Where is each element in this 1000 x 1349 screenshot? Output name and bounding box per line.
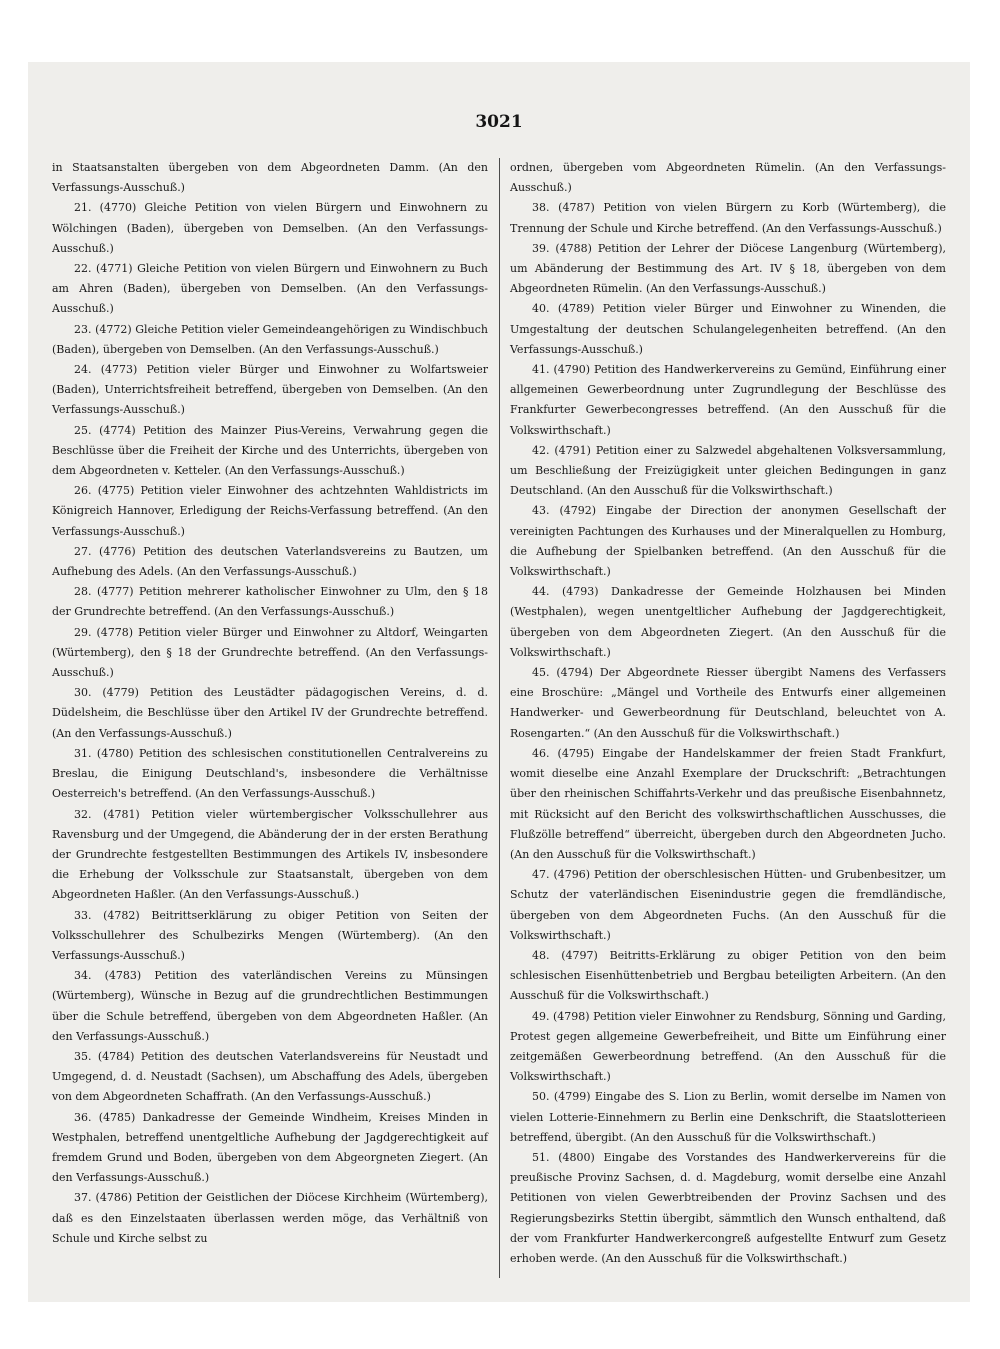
petition-entry: 32. (4781) Petition vieler würtembergischer Volksschullehrer aus Ravensburg und der Umgegend, die Abänderung der in der ersten Berathung der Grundrechte festgestellten Bestimmungen des Artikels IV, insbesondere die Erhebung der Volksschule zur Staatsanstalt, übergeben von dem Abgeordneten Haßler. (An den Verfassungs-Ausschuß.): [52, 807, 488, 902]
petition-entry: 39. (4788) Petition der Lehrer der Diöcese Langenburg (Würtemberg), um Abänderung der Bestimmung des Art. IV § 18, übergeben von dem Abgeordneten Rümelin. (An den Verfassungs-Ausschuß.): [510, 241, 946, 296]
petition-entry: 29. (4778) Petition vieler Bürger und Einwohner zu Altdorf, Weingarten (Würtemberg), den § 18 der Grundrechte betreffend. (An den Verfassungs-Ausschuß.): [52, 625, 488, 680]
petition-entry: 35. (4784) Petition des deutschen Vaterlandsvereins für Neustadt und Umgegend, d. d. Neustadt (Sachsen), um Abschaffung des Adels, übergeben von dem Abgeordneten Schaffrath. (An den Verfassungs-Ausschuß.): [52, 1049, 488, 1104]
petition-entry: 26. (4775) Petition vieler Einwohner des achtzehnten Wahldistricts im Königreich Hannover, Erledigung der Reichs-Verfassung betreffend. (An den Verfassungs-Ausschuß.): [52, 484, 488, 538]
petition-entry: 23. (4772) Gleiche Petition vieler Gemeindeangehörigen zu Windischbuch (Baden), übergeben von Demselben. (An den Verfassungs-Ausschuß.): [52, 322, 488, 356]
petition-entry: 44. (4793) Dankadresse der Gemeinde Holzhausen bei Minden (Westphalen), wegen unentgeltlicher Aufhebung der Jagdgerechtigkeit, übergeben von dem Abgeordneten Ziegert. (An den Ausschuß für die Volkswirthschaft.): [510, 585, 946, 659]
petition-entry: 36. (4785) Dankadresse der Gemeinde Windheim, Kreises Minden in Westphalen, betreffend unentgeltliche Aufhebung der Jagdgerechtigkeit auf fremdem Grund und Boden, übergeben von dem Abgeorgneten Ziegert. (An den Verfassungs-Ausschuß.): [52, 1110, 488, 1185]
petition-entry: 25. (4774) Petition des Mainzer Pius-Vereins, Verwahrung gegen die Beschlüsse über die Freiheit der Kirche und des Unterrichts, übergeben von dem Abgeordneten v. Ketteler. (An den Verfassungs-Ausschuß.): [52, 423, 488, 478]
petition-entry: 48. (4797) Beitritts-Erklärung zu obiger Petition von den beim schlesischen Eisenhüttenbetrieb und Bergbau beteiligten Arbeitern. (An den Ausschuß für die Volkswirthschaft.): [510, 948, 946, 1003]
petition-entry: 28. (4777) Petition mehrerer katholischer Einwohner zu Ulm, den § 18 der Grundrechte betreffend. (An den Verfassungs-Ausschuß.): [52, 585, 488, 619]
petition-entry: 21. (4770) Gleiche Petition von vielen Bürgern und Einwohnern zu Wölchingen (Baden), übergeben von Demselben. (An den Verfassungs-Ausschuß.): [52, 201, 488, 255]
document-page: [28, 62, 970, 1302]
petition-entry: 45. (4794) Der Abgeordnete Riesser übergibt Namens des Verfassers eine Broschüre: „Mängel und Vortheile des Entwurfs einer allgemeinen Handwerker- und Gewerbeordnung für Deutschland, beleuchtet von A. Rosengarten.“ (An den Ausschuß für die Volkswirthschaft.): [510, 666, 946, 740]
petition-entry: 30. (4779) Petition des Leustädter pädagogischen Vereins, d. d. Düdelsheim, die Beschlüsse über den Artikel IV der Grundrechte betreffend. (An den Verfassungs-Ausschuß.): [52, 686, 488, 740]
petition-entry: 47. (4796) Petition der oberschlesischen Hütten- und Grubenbesitzer, um Schutz der vaterländischen Eisenindustrie gegen die fremdländische, übergeben von dem Abgeordneten Fuchs. (An den Ausschuß für die Volkswirthschaft.): [510, 868, 946, 942]
petition-entry: 24. (4773) Petition vieler Bürger und Einwohner zu Wolfartsweier (Baden), Unterrichtsfreiheit betreffend, übergeben von Demselben. (An den Verfassungs-Ausschuß.): [52, 363, 488, 417]
column-divider: [499, 158, 500, 1278]
petition-entry: 41. (4790) Petition des Handwerkervereins zu Gemünd, Einführung einer allgemeinen Gewerbeordnung unter Zugrundlegung der Beschlüsse des Frankfurter Gewerbecongresses betreffend. (An den Ausschuß für die Volkswirthschaft.): [510, 363, 946, 437]
petition-entry: 22. (4771) Gleiche Petition von vielen Bürgern und Einwohnern zu Buch am Ahren (Baden), übergeben von Demselben. (An den Verfassungs-Ausschuß.): [52, 262, 488, 316]
petition-entry: ordnen, übergeben vom Abgeordneten Rümelin. (An den Verfassungs-Ausschuß.): [510, 161, 946, 195]
page-number: 3021: [475, 112, 523, 132]
petition-entry: 33. (4782) Beitrittserklärung zu obiger Petition von Seiten der Volksschullehrer des Schulbezirks Mengen (Würtemberg). (An den Verfassungs-Ausschuß.): [52, 908, 488, 962]
petition-entry: 38. (4787) Petition von vielen Bürgern zu Korb (Würtemberg), die Trennung der Schule und Kirche betreffend. (An den Verfassungs-Ausschuß.): [510, 201, 946, 235]
petition-entry: in Staatsanstalten übergeben von dem Abgeordneten Damm. (An den Verfassungs-Ausschuß.): [52, 161, 488, 195]
petition-entry: 40. (4789) Petition vieler Bürger und Einwohner zu Winenden, die Umgestaltung der deutschen Schulangelegenheiten betreffend. (An den Verfassungs-Ausschuß.): [510, 302, 946, 356]
petition-entry: 34. (4783) Petition des vaterländischen Vereins zu Münsingen (Würtemberg), Wünsche in Bezug auf die grundrechtlichen Bestimmungen über die Schule betreffend, übergeben von dem Abgeordneten Haßler. (An den Verfassungs-Ausschuß.): [52, 969, 488, 1043]
petition-entry: 43. (4792) Eingabe der Direction der anonymen Gesellschaft der vereinigten Pachtungen des Kurhauses und der Mineralquellen zu Homburg, die Aufhebung der Spielbanken betreffend. (An den Ausschuß für die Volkswirthschaft.): [510, 504, 946, 579]
petition-entry: 27. (4776) Petition des deutschen Vaterlandsvereins zu Bautzen, um Aufhebung des Adels. (An den Verfassungs-Ausschuß.): [52, 544, 488, 579]
petition-entry: 49. (4798) Petition vieler Einwohner zu Rendsburg, Sönning und Garding, Protest gegen allgemeine Gewerbefreiheit, und Bitte um Einführung einer zeitgemäßen Gewerbeordnung betreffend. (An den Ausschuß für die Volkswirthschaft.): [510, 1009, 947, 1084]
left-column: [52, 158, 488, 1249]
right-column: [510, 158, 946, 1269]
petition-entry: 51. (4800) Eingabe des Vorstandes des Handwerkervereins für die preußische Provinz Sachsen, d. d. Magdeburg, womit derselbe eine Anzahl Petitionen von vielen Gewerbtreibenden der Provinz Sachsen und des Regierungsbezirks Stettin übergibt, sämmtlich den Wunsch enthaltend, daß der vom Frankfurter Handwerkercongreß aufgestellte Entwurf zum Gesetz erhoben werde. (An den Ausschuß für die Volkswirthschaft.): [510, 1150, 946, 1265]
petition-entry: 50. (4799) Eingabe des S. Lion zu Berlin, womit derselbe im Namen von vielen Lotterie-Einnehmern zu Berlin eine Denkschrift, die Staatslotterieen betreffend, übergibt. (An den Ausschuß für die Volkswirthschaft.): [510, 1090, 946, 1144]
petition-entry: 31. (4780) Petition des schlesischen constitutionellen Centralvereins zu Breslau, die Einigung Deutschland's, insbesondere die Verhältnisse Oesterreich's betreffend. (An den Verfassungs-Ausschuß.): [52, 746, 488, 801]
petition-entry: 42. (4791) Petition einer zu Salzwedel abgehaltenen Volksversammlung, um Beschließung der Freizügigkeit unter gleichen Bedingungen in ganz Deutschland. (An den Ausschuß für die Volkswirthschaft.): [510, 443, 946, 498]
petition-entry: 37. (4786) Petition der Geistlichen der Diöcese Kirchheim (Würtemberg), daß es den Einzelstaaten überlassen werden möge, das Verhältniß von Schule und Kirche selbst zu: [52, 1191, 488, 1245]
petition-entry: 46. (4795) Eingabe der Handelskammer der freien Stadt Frankfurt, womit dieselbe eine Anzahl Exemplare der Druckschrift: „Betrachtungen über den rheinischen Schiffahrts-Verkehr und das preußische Eisenbahnnetz, mit Rücksicht auf den Bericht des volkswirthschaftlichen Ausschusses, die Flußzölle betreffend“ überreicht, übergeben durch den Abgeordneten Jucho. (An den Ausschuß für die Volkswirthschaft.): [510, 746, 946, 861]
